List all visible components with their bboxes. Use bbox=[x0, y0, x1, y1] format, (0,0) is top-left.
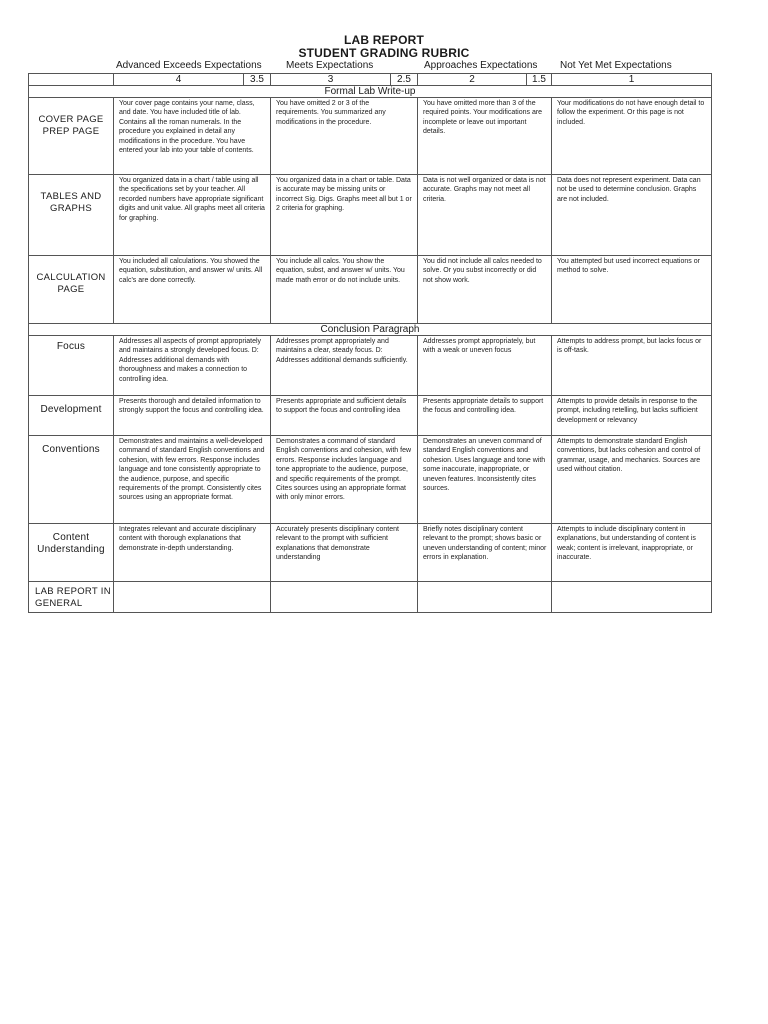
criteria-label: Focus bbox=[29, 336, 114, 396]
descriptor-meets: Addresses prompt appropriately and maintains a clear, steady focus. D: Addresses additional demands sufficiently. bbox=[271, 336, 418, 396]
descriptor-meets: You include all calcs. You show the equation, subst, and answer w/ units. You made math error or do not include units. bbox=[271, 256, 418, 324]
rubric-table bbox=[28, 73, 712, 613]
descriptor-meets: Accurately presents disciplinary content relevant to the prompt with sufficient explanations that demonstrate understanding bbox=[271, 524, 418, 582]
criteria-row bbox=[29, 582, 712, 613]
descriptor-meets: You have omitted 2 or 3 of the requirements. You summarized any modifications in the procedure. bbox=[271, 98, 418, 175]
section-row-lab bbox=[29, 86, 712, 98]
descriptor-advanced: Presents thorough and detailed information to strongly support the focus and controlling idea. bbox=[114, 396, 271, 436]
level-advanced: Advanced Exceeds Expectations bbox=[116, 60, 262, 71]
criteria-label: Development bbox=[29, 396, 114, 436]
page-title: LAB REPORT bbox=[344, 33, 424, 47]
descriptor-advanced: You organized data in a chart / table using all the specifications set by your teacher. All recorded numbers have appropriate significant digits and unit value. All graphs meet all criteria for graphing. bbox=[114, 175, 271, 256]
descriptor-notyet: Attempts to provide details in response to the prompt, including retelling, but lacks sufficient development or relevancy bbox=[552, 396, 712, 436]
score-cell: 4 bbox=[114, 74, 244, 86]
level-meets: Meets Expectations bbox=[286, 60, 374, 71]
criteria-label: TABLES AND GRAPHS bbox=[29, 175, 114, 256]
criteria-row bbox=[29, 336, 712, 396]
criteria-row bbox=[29, 98, 712, 175]
descriptor-approaches bbox=[418, 582, 552, 613]
page-subtitle: STUDENT GRADING RUBRIC bbox=[298, 46, 470, 60]
descriptor-advanced: Integrates relevant and accurate disciplinary content with thorough explanations that demonstrate in-depth understanding. bbox=[114, 524, 271, 582]
score-cell: 3.5 bbox=[244, 74, 271, 86]
criteria-label: CALCULATION PAGE bbox=[29, 256, 114, 324]
descriptor-advanced: Demonstrates and maintains a well-developed command of standard English conventions and cohesion, with few errors. Response includes language and tone consistently appropriate to the audience, purpose, and specific requirements of the prompt. Consistently cites sources using an appropriate format. bbox=[114, 436, 271, 524]
descriptor-advanced: Your cover page contains your name, class, and date. You have included title of lab. Contains all the roman numerals. In the procedure you explained in detail any modifications in the procedure. You have entered your lab into your table of contents. bbox=[114, 98, 271, 175]
criteria-label: LAB REPORT IN GENERAL bbox=[29, 582, 114, 613]
score-cell: 1 bbox=[552, 74, 712, 86]
descriptor-notyet: You attempted but used incorrect equations or method to solve. bbox=[552, 256, 712, 324]
score-cell: 1.5 bbox=[527, 74, 552, 86]
section-row-conclusion bbox=[29, 324, 712, 336]
descriptor-notyet: Data does not represent experiment. Data can not be used to determine conclusion. Graphs are not included. bbox=[552, 175, 712, 256]
score-blank bbox=[29, 74, 114, 86]
descriptor-meets bbox=[271, 582, 418, 613]
descriptor-notyet: Your modifications do not have enough detail to follow the experiment. Or this page is not included. bbox=[552, 98, 712, 175]
section-title: Conclusion Paragraph bbox=[29, 324, 712, 336]
criteria-label: Content Understanding bbox=[29, 524, 114, 582]
descriptor-approaches: You have omitted more than 3 of the required points. Your modifications are incomplete or leave out important details. bbox=[418, 98, 552, 175]
level-headers bbox=[0, 60, 768, 73]
level-notyet: Not Yet Met Expectations bbox=[560, 60, 672, 71]
criteria-label: Conventions bbox=[29, 436, 114, 524]
descriptor-advanced: You included all calculations. You showed the equation, substitution, and answer w/ units. All calc's are done correctly. bbox=[114, 256, 271, 324]
criteria-row bbox=[29, 175, 712, 256]
score-row bbox=[29, 74, 712, 86]
descriptor-approaches: Data is not well organized or data is not accurate. Graphs may not meet all criteria. bbox=[418, 175, 552, 256]
descriptor-notyet: Attempts to demonstrate standard English conventions, but lacks cohesion and control of grammar, usage, and mechanics. Sources are used without citation. bbox=[552, 436, 712, 524]
descriptor-meets: Presents appropriate and sufficient details to support the focus and controlling idea bbox=[271, 396, 418, 436]
descriptor-advanced: Addresses all aspects of prompt appropriately and maintains a strongly developed focus. D: Addresses additional demands with thoroughness and makes a connection to controlling idea. bbox=[114, 336, 271, 396]
descriptor-approaches: You did not include all calcs needed to solve. Or you subst incorrectly or did not show work. bbox=[418, 256, 552, 324]
criteria-label: COVER PAGE PREP PAGE bbox=[29, 98, 114, 175]
descriptor-approaches: Demonstrates an uneven command of standard English conventions and cohesion. Uses language and tone with some inaccurate, inappropriate, or uneven features. Inconsistently cites sources. bbox=[418, 436, 552, 524]
descriptor-notyet bbox=[552, 582, 712, 613]
level-approaches: Approaches Expectations bbox=[424, 60, 538, 71]
descriptor-meets: You organized data in a chart or table. Data is accurate may be missing units or incorrect Sig. Digs. Graphs meet all but 1 or 2 criteria for graphing. bbox=[271, 175, 418, 256]
score-cell: 3 bbox=[271, 74, 391, 86]
criteria-row bbox=[29, 256, 712, 324]
score-cell: 2.5 bbox=[391, 74, 418, 86]
criteria-row bbox=[29, 436, 712, 524]
score-cell: 2 bbox=[418, 74, 527, 86]
descriptor-advanced bbox=[114, 582, 271, 613]
criteria-row bbox=[29, 524, 712, 582]
descriptor-approaches: Addresses prompt appropriately, but with a weak or uneven focus bbox=[418, 336, 552, 396]
descriptor-approaches: Briefly notes disciplinary content relevant to the prompt; shows basic or uneven understanding of content; minor errors in explanation. bbox=[418, 524, 552, 582]
descriptor-approaches: Presents appropriate details to support the focus and controlling idea. bbox=[418, 396, 552, 436]
section-title: Formal Lab Write-up bbox=[29, 86, 712, 98]
descriptor-meets: Demonstrates a command of standard English conventions and cohesion, with few errors. Response includes language and tone appropriate to the audience, purpose, and specific requirements of the prompt. Cites sources using an appropriate format with only minor errors. bbox=[271, 436, 418, 524]
descriptor-notyet: Attempts to address prompt, but lacks focus or is off-task. bbox=[552, 336, 712, 396]
descriptor-notyet: Attempts to include disciplinary content in explanations, but understanding of content is weak; content is irrelevant, inappropriate, or inaccurate. bbox=[552, 524, 712, 582]
criteria-row bbox=[29, 396, 712, 436]
